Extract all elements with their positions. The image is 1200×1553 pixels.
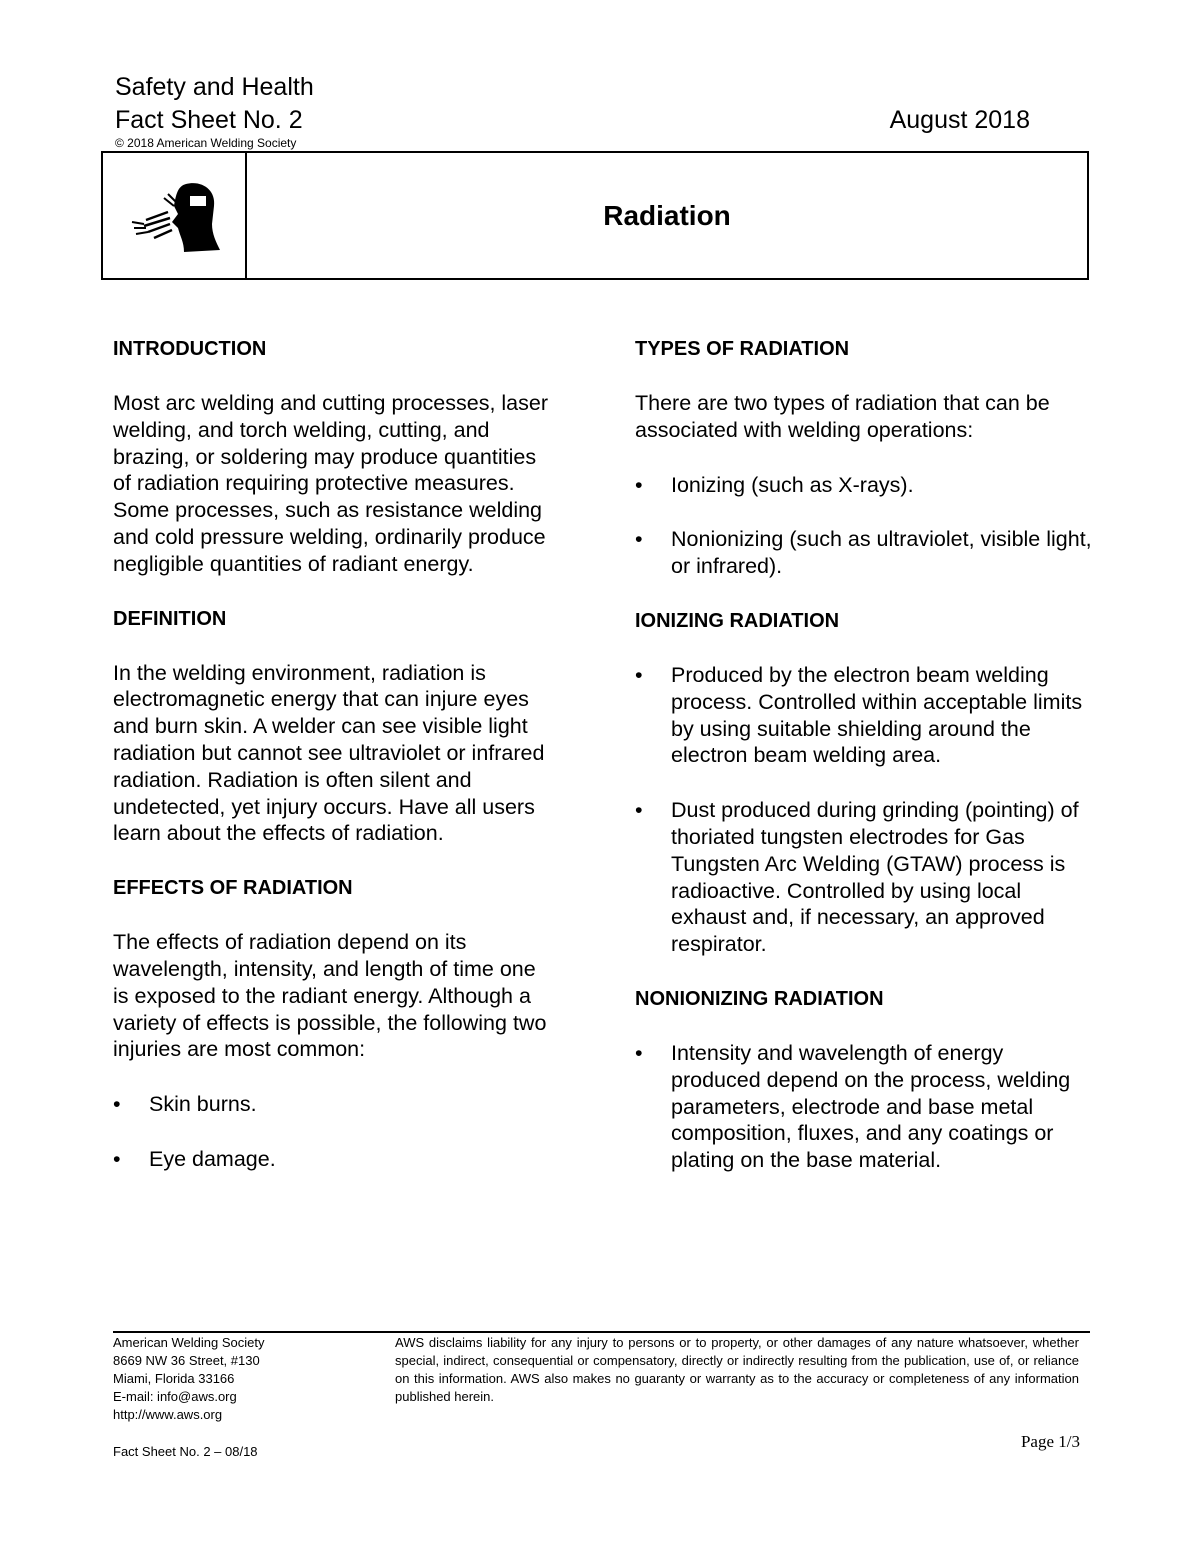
welder-helmet-icon	[124, 176, 224, 256]
list-item: • Nonionizing (such as ultraviolet, visible light, or infrared).	[635, 526, 1095, 580]
logo-cell	[103, 153, 247, 278]
footer-disclaimer: AWS disclaims liability for any injury to persons or to property, or other damages of any nature whatsoever, whether special, indirect, consequential or compensatory, directly or indirectly resulting from the publication, use of, or reliance on this information. AWS also makes no guaranty or warranty as to the accuracy or completeness of any information published herein.	[395, 1335, 1079, 1404]
header-copyright: © 2018 American Welding Society	[115, 136, 297, 150]
list-item: • Eye damage.	[113, 1146, 553, 1173]
footer-city: Miami, Florida 33166	[113, 1371, 235, 1386]
footer-divider	[113, 1331, 1090, 1333]
types-heading: TYPES OF RADIATION	[635, 338, 850, 360]
intro-heading: INTRODUCTION	[113, 338, 267, 360]
title-cell	[247, 153, 1087, 278]
footer-website: http://www.aws.org	[113, 1407, 223, 1422]
effects-text: The effects of radiation depend on its wavelength, intensity, and length of time one is exposed to the radiant energy. Although a variety of effects is possible, the following two injuries are most common:	[113, 930, 547, 1062]
effects-heading: EFFECTS OF RADIATION	[113, 877, 353, 900]
intro-text: Most arc welding and cutting processes, laser welding, and torch welding, cutting, and brazing, or soldering may produce quantities of radiation requiring protective measures. Some processes, such as resistance welding and cold pressure welding, ordinarily produce negligible quantities of radiant energy.	[113, 391, 548, 576]
right-column	[635, 336, 1095, 1202]
types-text: There are two types of radiation that can be associated with welding operations:	[635, 391, 1050, 442]
title-box	[101, 151, 1089, 280]
list-item: • Skin burns.	[113, 1091, 553, 1118]
footer-street: 8669 NW 36 Street, #130	[113, 1353, 260, 1368]
nonionizing-heading: NONIONIZING RADIATION	[635, 987, 884, 1010]
list-item: • Dust produced during grinding (pointing) of thoriated tungsten electrodes for Gas Tungsten Arc Welding (GTAW) process is radioactive. Controlled by using local exhaust and, if necessary, an approved respirator.	[635, 797, 1095, 958]
left-column	[113, 336, 553, 1201]
footer-address	[113, 1334, 265, 1424]
page-number: Page 1/3	[1020, 1432, 1080, 1451]
types-list	[635, 472, 1095, 580]
header-date: August 2018	[889, 106, 1030, 134]
footer-org: American Welding Society	[113, 1335, 265, 1350]
ionizing-heading: IONIZING RADIATION	[635, 609, 840, 632]
page-title: Radiation	[603, 199, 731, 231]
ionizing-list	[635, 662, 1095, 958]
definition-text: In the welding environment, radiation is electromagnetic energy that can injure eyes and burn skin. A welder can see visible light radiation but cannot see ultraviolet or infrared radiation. Radiation is often silent and undetected, yet injury occurs. Have all users learn about the effects of radiation.	[113, 660, 545, 846]
footer-email: E-mail: info@aws.org	[113, 1389, 237, 1404]
definition-heading: DEFINITION	[113, 607, 227, 630]
nonionizing-list	[635, 1040, 1095, 1174]
header-series-title: Safety and Health	[115, 73, 314, 101]
list-item: • Intensity and wavelength of energy produced depend on the process, welding parameters, electrode and base metal composition, fluxes, and any coatings or plating on the base material.	[635, 1040, 1095, 1174]
list-item: • Produced by the electron beam welding process. Controlled within acceptable limits by using suitable shielding around the electron beam welding area.	[635, 662, 1095, 769]
list-item: • Ionizing (such as X-rays).	[635, 472, 1095, 499]
header-sheet-number: Fact Sheet No. 2	[115, 106, 303, 134]
effects-list	[113, 1091, 553, 1173]
footer-sheet-id: Fact Sheet No. 2 – 08/18	[113, 1444, 258, 1459]
